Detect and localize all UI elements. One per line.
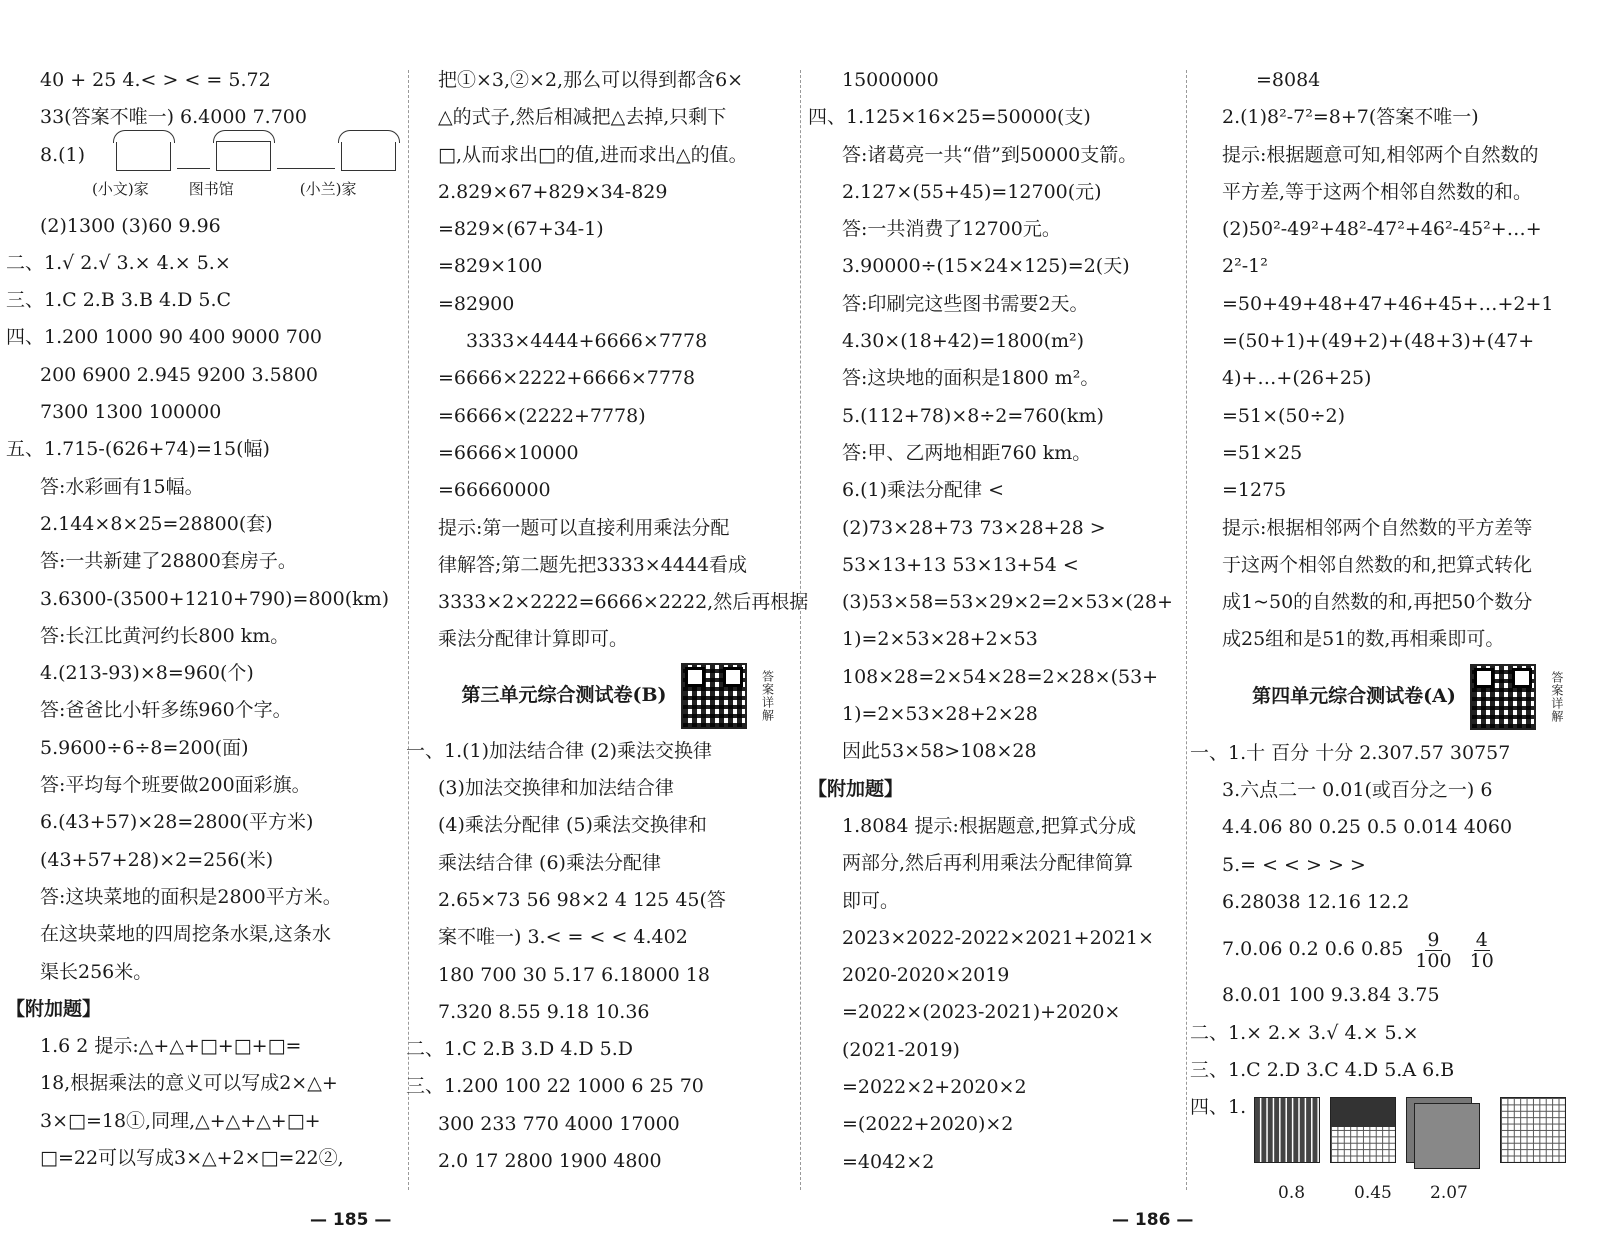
text-line: 5.(112+78)×8÷2=760(km) [842,404,1104,427]
text-line: 乘法结合律 (6)乘法分配律 [438,851,661,874]
text-line: 2023×2022-2022×2021+2021× [842,926,1154,949]
caption: (小兰)家 [299,179,357,198]
text-line: 108×28=2×54×28=2×28×(53+ [842,665,1159,688]
text-line: (2)73×28+73 73×28+28 > [842,516,1106,539]
text-line: 1)=2×53×28+2×53 [842,628,1038,651]
text-line: 6.28038 12.16 12.2 [1222,890,1410,913]
text-line: 于这两个相邻自然数的和,把算式转化 [1222,553,1533,576]
text-line: 2.829×67+829×34-829 [438,180,668,203]
text-line: 2020-2020×2019 [842,964,1010,987]
text-line: 答:一共新建了28800套房子。 [40,550,297,573]
text-line: =51×25 [1222,441,1303,464]
text-line: =82900 [438,292,515,315]
page-number-right: — 186 — [1112,1210,1194,1230]
text-line: 案不唯一) 3.< = < < 4.402 [438,926,688,949]
text-line: △的式子,然后相减把△去掉,只剩下 [438,106,727,129]
text-line: =(2022+2020)×2 [842,1113,1014,1136]
text-line: 2.0 17 2800 1900 4800 [438,1150,662,1173]
text-line: 答:这块地的面积是1800 m²。 [842,367,1100,390]
grid-label: 2.07 [1430,1183,1468,1204]
column-3 [808,62,1178,1202]
caption: (小文)家 [92,179,149,198]
column-2 [406,62,809,1202]
text-line: 四、1. [1190,1096,1247,1119]
text-line: 3333×2×2222=6666×2222,然后再根据 [438,591,809,614]
text-line: (2)1300 (3)60 9.96 [40,214,221,237]
text-line: (2021-2019) [842,1038,960,1061]
text-line: 提示:根据相邻两个自然数的平方差等 [1222,516,1533,539]
text-line: 答:长江比黄河约长800 km。 [40,624,290,647]
text-line: =51×(50÷2) [1222,404,1346,427]
page-number-left: — 185 — [310,1210,392,1230]
text-line: 平方差,等于这两个相邻自然数的和。 [1222,180,1533,203]
section-heading-row [438,659,798,733]
text-line: 53×13+13 53×13+54 < [842,553,1079,576]
text-line: 二、1.C 2.B 3.D 4.D 5.D [406,1038,633,1061]
text-line: 成25组和是51的数,再相乘即可。 [1222,628,1505,651]
text-line: 5.9600÷6÷8=200(面) [40,736,249,759]
library-icon [216,141,271,171]
text-line: □,从而求出□的值,进而求出△的值。 [438,143,748,166]
text-line: 40 + 25 4.< > < = 5.72 [40,69,271,91]
text-line: =6666×(2222+7778) [438,404,646,427]
column-divider [800,70,801,1190]
text-line: 一、1.十 百分 十分 2.307.57 30757 [1190,741,1511,764]
text-line: =829×100 [438,255,543,278]
text-line: 答:印刷完这些图书需要2天。 [842,292,1089,315]
text-line: 6.(1)乘法分配律 < [842,479,1005,502]
column-divider [1186,70,1187,1190]
text-line: (4)乘法分配律 (5)乘法交换律和 [438,814,707,837]
text-line: 8.0.01 100 9.3.84 3.75 [1222,984,1440,1007]
text-line: =(50+1)+(49+2)+(48+3)+(47+ [1222,330,1535,353]
text-line: 2.127×(55+45)=12700(元) [842,180,1102,203]
text-line: 提示:根据题意可知,相邻两个自然数的 [1222,143,1539,166]
text-line: 即可。 [842,889,900,912]
text-line: 两部分,然后再利用乘法分配律简算 [842,852,1134,875]
text-line: 3.6300-(3500+1210+790)=800(km) [40,587,390,610]
text-line: 1.6 2 提示:△+△+□+□+□= [40,1035,302,1058]
section-heading: 第四单元综合测试卷(A) [1252,685,1456,708]
text-line: 180 700 30 5.17 6.18000 18 [438,963,710,986]
question-7 [1222,921,1594,977]
text-line: 三、1.200 100 22 1000 6 25 70 [406,1075,704,1098]
text-line: 提示:第一题可以直接利用乘法分配 [438,516,730,539]
text-line: 3×□=18①,同理,△+△+△+□+ [40,1109,321,1132]
section-heading-row [1222,659,1594,735]
numerator: 4 [1475,928,1488,951]
text-line: 答:水彩画有15幅。 [40,475,204,498]
text-line: 答:甲、乙两地相距760 km。 [842,441,1092,464]
text-line: (2)50²-49²+48²-47²+46²-45²+…+ [1222,218,1542,241]
denominator: 10 [1469,949,1494,972]
text-line: 4)+…+(26+25) [1222,367,1372,390]
text-line: 3.六点二一 0.01(或百分之一) 6 [1222,779,1493,802]
column-4 [1190,62,1594,1204]
text-line: =6666×10000 [438,441,579,464]
text-line: =8084 [1256,69,1321,91]
numerator: 9 [1427,928,1440,951]
text-line: 3333×4444+6666×7778 [466,330,708,353]
text-line: 四、1.200 1000 90 400 9000 700 [6,326,323,349]
text-line: (3)加法交换律和加法结合律 [438,777,674,800]
house-icon [116,142,171,171]
qr-caption: 答案详解 [1549,670,1564,723]
text-line: =2022×(2023-2021)+2020× [842,1001,1121,1024]
text-line: =50+49+48+47+46+45+…+2+1 [1222,292,1554,315]
text-line: =66660000 [438,479,551,502]
column-1 [6,62,396,1202]
text-line: 2.(1)8²-7²=8+7(答案不唯一) [1222,106,1479,129]
caption: 图书馆 [188,179,234,198]
grid-labels [1222,1175,1594,1212]
fraction [1415,930,1451,971]
text-line: 4.(213-93)×8=960(个) [40,662,254,685]
text-line: 2.65×73 56 98×2 4 125 45(答 [438,888,726,911]
fraction [1470,930,1494,971]
text-line: 答:一共消费了12700元。 [842,218,1061,241]
grid-figure [1254,1097,1320,1163]
grid-stack-figure [1406,1097,1490,1175]
section-heading: 第三单元综合测试卷(B) [461,684,667,707]
text-line: 答:平均每个班要做200面彩旗。 [40,774,311,797]
text-line: 4.4.06 80 0.25 0.5 0.014 4060 [1222,816,1513,839]
text-line: (43+57+28)×2=256(米) [40,848,274,871]
denominator: 100 [1415,949,1452,972]
text-line: 4.30×(18+42)=1800(m²) [842,330,1085,353]
text-line: 律解答;第二题先把3333×4444看成 [438,553,748,576]
text-line: 1.8084 提示:根据题意,把算式分成 [842,814,1136,837]
section-label: 【附加题】 [808,777,904,800]
text-line: 33(答案不唯一) 6.4000 7.700 [40,106,307,129]
text-line: 因此53×58>108×28 [842,740,1037,763]
text-line: 把①×3,②×2,那么可以得到都含6× [438,69,744,91]
text-line: 1)=2×53×28+2×28 [842,703,1038,726]
road-line [277,167,334,169]
text-line: 答:爸爸比小轩多练960个字。 [40,699,292,722]
text-line: 6.(43+57)×28=2800(平方米) [40,811,314,834]
text-line: =6666×2222+6666×7778 [438,367,696,390]
text-line: 2.144×8×25=28800(套) [40,512,273,535]
qr-code-icon [1470,664,1536,730]
grid-figure [1500,1097,1566,1163]
text-line: (3)53×58=53×29×2=2×53×(28+ [842,591,1173,614]
text-line: 300 233 770 4000 17000 [438,1112,680,1135]
text-line: 5.= < < > > > [1222,853,1366,876]
text-line: =2022×2+2020×2 [842,1076,1027,1099]
text-line: 200 6900 2.945 9200 3.5800 [40,363,319,386]
text-line: =829×(67+34-1) [438,218,604,241]
grid-figure [1330,1097,1396,1163]
decimal-grids [1254,1089,1566,1175]
text-line: 7.0.06 0.2 0.6 0.85 [1222,938,1404,961]
text-line: 7300 1300 100000 [40,401,222,424]
text-line: 二、1.× 2.× 3.√ 4.× 5.× [1190,1021,1419,1044]
grid-label: 0.8 [1278,1183,1306,1204]
text-line: 3.90000÷(15×24×125)=2(天) [842,255,1130,278]
text-line: 渠长256米。 [40,960,153,983]
text-line: 8.(1) [40,143,86,166]
text-line: 在这块菜地的四周挖条水渠,这条水 [40,923,332,946]
text-line: =4042×2 [842,1150,935,1173]
text-line: 15000000 [842,69,939,91]
text-line: 2²-1² [1222,255,1268,278]
text-line: 7.320 8.55 9.18 10.36 [438,1000,650,1023]
text-line: 三、1.C 2.B 3.B 4.D 5.C [6,289,232,312]
grid-label: 0.45 [1354,1183,1392,1204]
text-line: 四、1.125×16×25=50000(支) [808,106,1091,129]
text-line: =1275 [1222,479,1287,502]
text-line: 成1~50的自然数的和,再把50个数分 [1222,591,1533,614]
text-line: 答:这块菜地的面积是2800平方米。 [40,885,342,908]
text-line: 三、1.C 2.D 3.C 4.D 5.A 6.B [1190,1058,1455,1081]
text-line: 答:诸葛亮一共“借”到50000支箭。 [842,143,1138,166]
house-icon [341,142,396,171]
text-line: □=22可以写成3×△+2×□=22②, [40,1147,344,1170]
section-label: 【附加题】 [6,997,102,1020]
text-line: 一、1.(1)加法结合律 (2)乘法交换律 [406,739,712,762]
qr-caption: 答案详解 [760,669,775,722]
text-line: 二、1.√ 2.√ 3.× 4.× 5.× [6,251,231,274]
text-line: 五、1.715-(626+74)=15(幅) [6,438,270,461]
qr-code-icon [681,663,747,729]
road-line [177,167,209,169]
text-line: 乘法分配律计算即可。 [438,628,629,651]
column-divider [408,70,409,1190]
question-4-row [1190,1089,1594,1175]
route-captions [6,171,396,208]
text-line: 18,根据乘法的意义可以写成2×△+ [40,1072,338,1095]
